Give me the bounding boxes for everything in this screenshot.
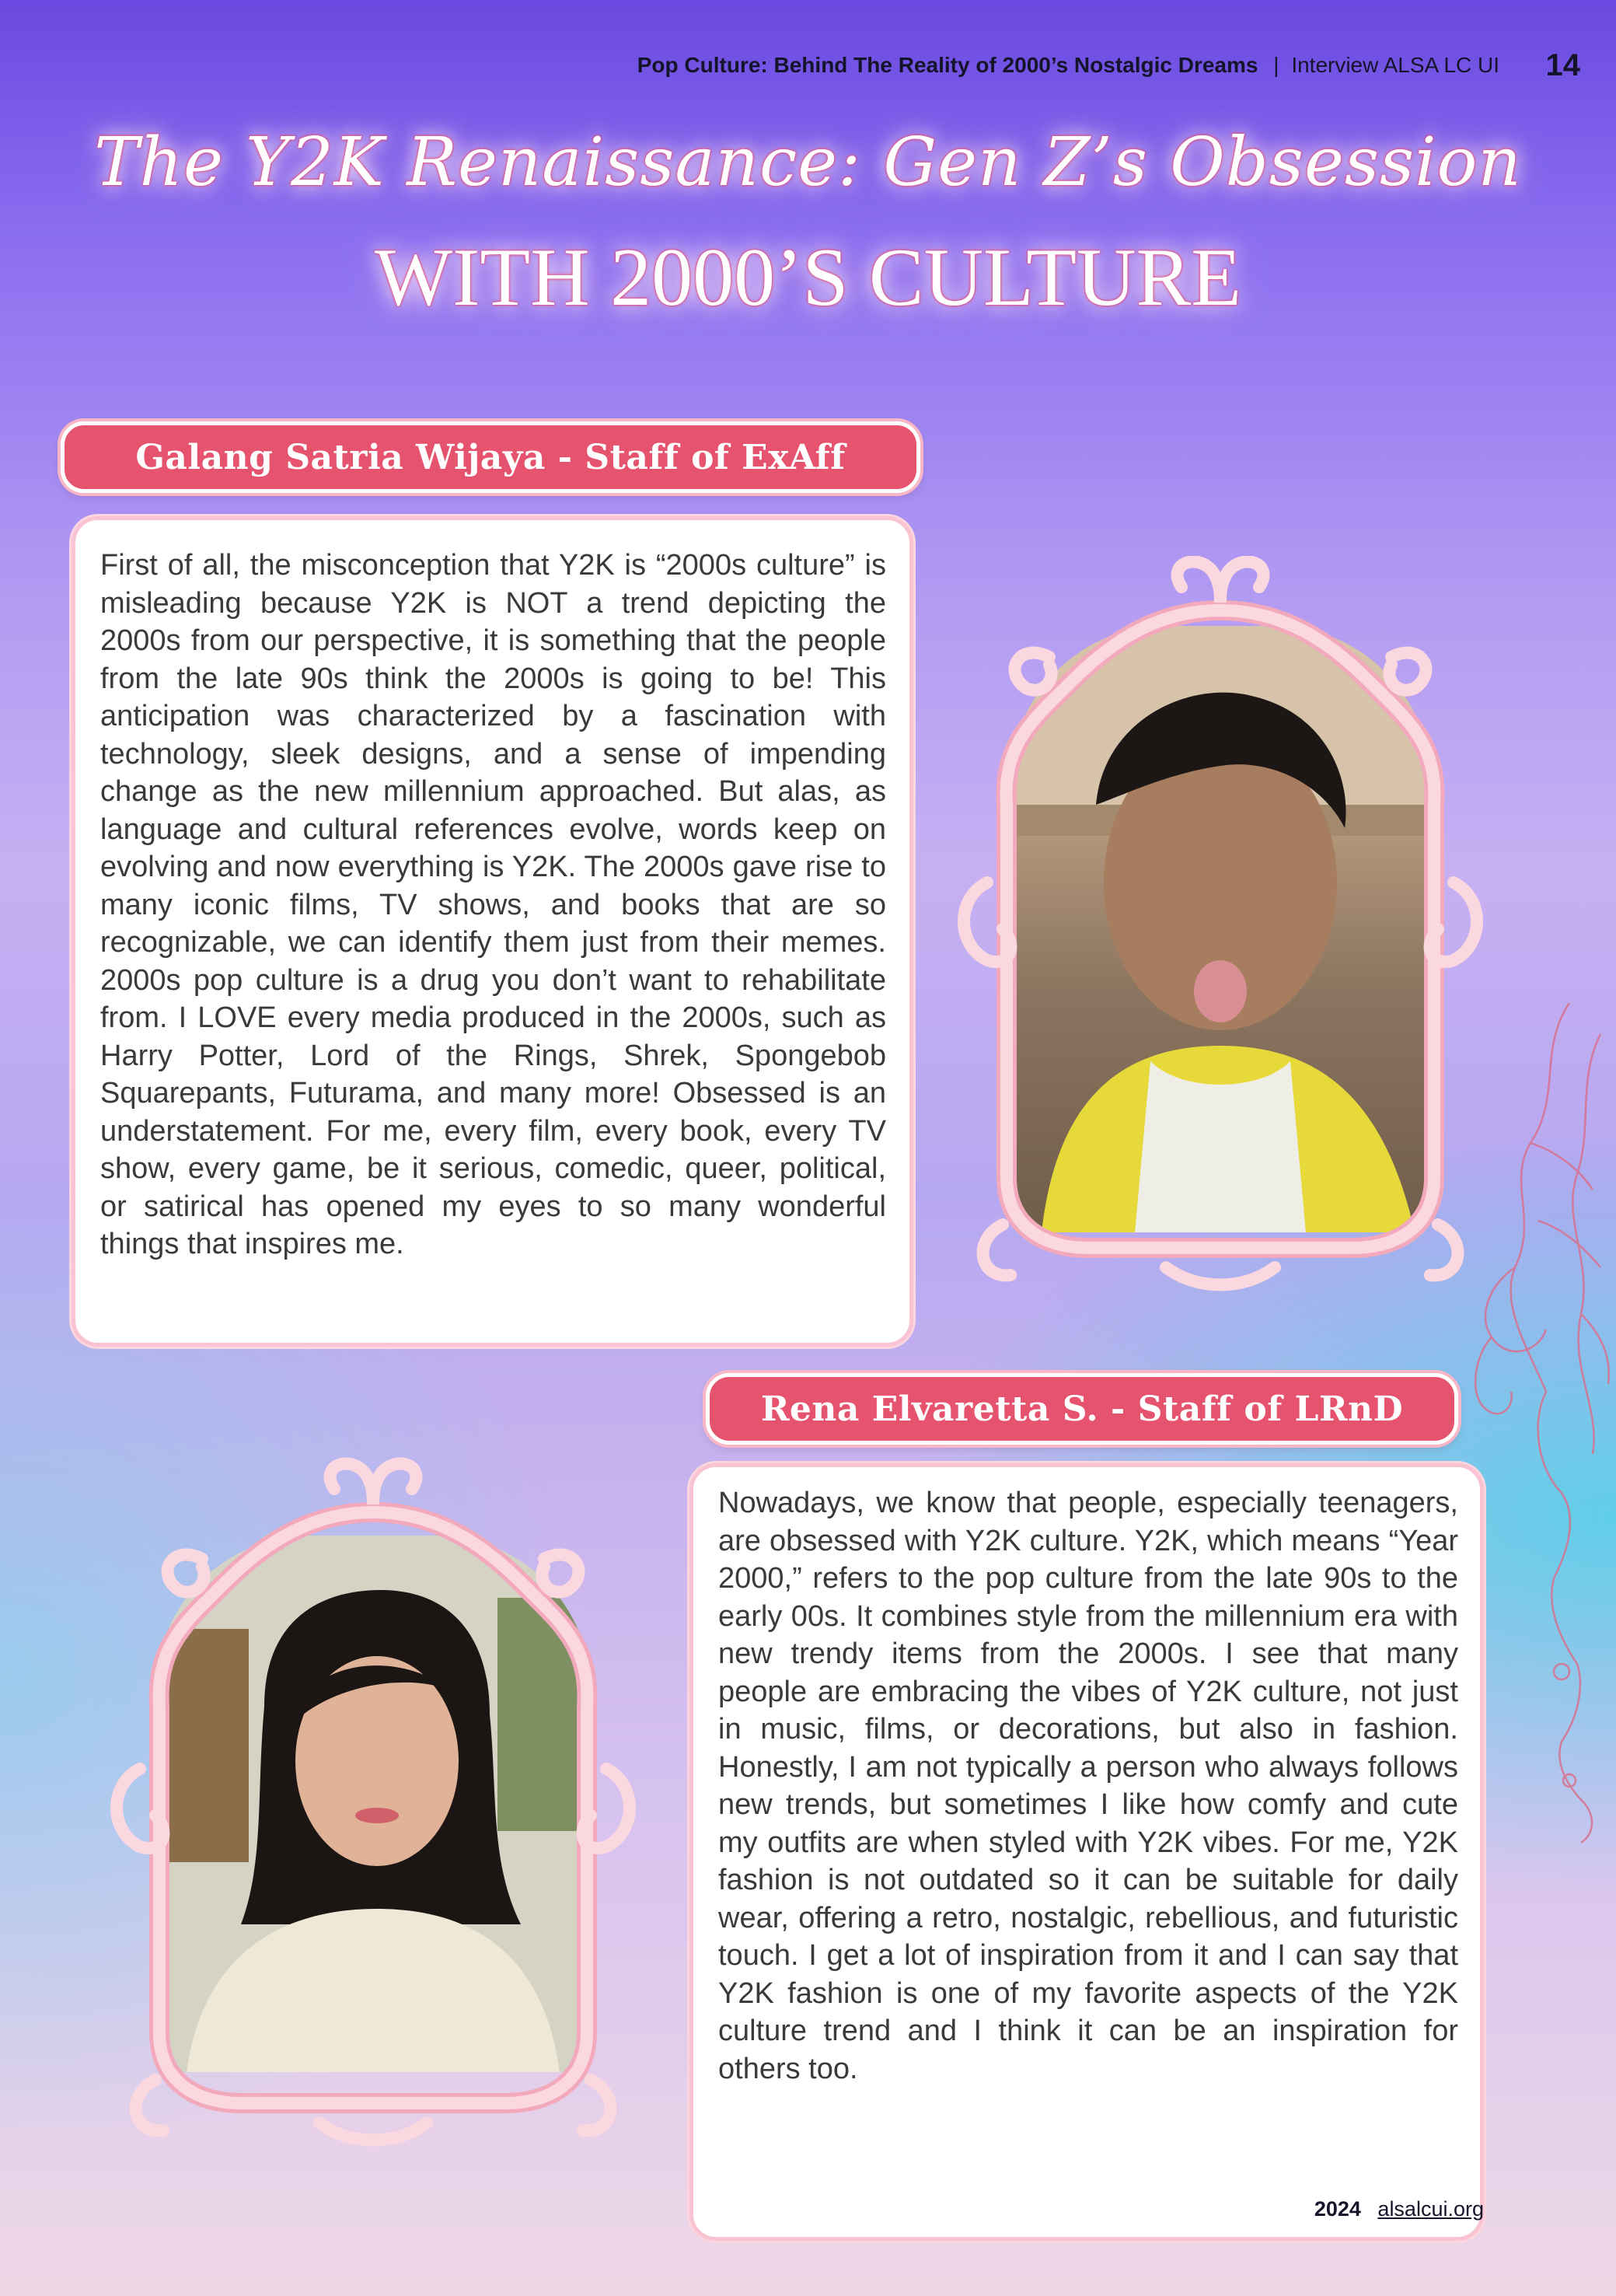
ornate-frame-icon <box>101 1442 645 2158</box>
page-number: 14 <box>1545 48 1580 82</box>
page-footer <box>1314 2197 1484 2221</box>
portrait-frame <box>933 556 1508 1302</box>
interview-answer-box <box>72 516 913 1347</box>
page-title <box>0 124 1616 323</box>
portrait-frame <box>101 1442 645 2158</box>
section-label: Interview ALSA LC UI <box>1291 53 1499 77</box>
running-title: Pop Culture: Behind The Reality of 2000’s Nostalgic Dreams <box>637 53 1258 77</box>
interview-answer-text: First of all, the misconception that Y2K is “2000s culture” is misleading because Y2K is NOT a trend depicting the 2000s from our perspective, it is something that the people from the late 90s think the 2000s is going to be! This anticipation was characterized by a fascination with technology, sleek designs, and a sense of impending change as the new millennium approached. But alas, as language and cultural references evolve, words keep on evolving and now everything is Y2K. The 2000s gave rise to many iconic films, TV shows, and books that are so recognizable, we can identify them just from their memes. 2000s pop culture is a drug you don’t want to rehabilitate from. I LOVE every media produced in the 2000s, such as Harry Potter, Lord of the Rings, Shrek, Spongebob Squarepants, Futurama, and many more! Obsessed is an understatement. For me, every film, every book, every TV show, every game, be it serious, comedic, queer, political, or satirical has opened my eyes to so many wonderful things that inspires me. <box>100 549 886 1260</box>
interviewee-name-label: Galang Satria Wijaya - Staff of ExAff <box>61 421 920 493</box>
interview-answer-text: Nowadays, we know that people, especially teenagers, are obsessed with Y2K culture. Y2K, which means “Year 2000,” refers to the pop culture from the late 90s to the early 00s. It combines style from the millennium era with new trendy items from the 2000s. I see that many people are embracing the vibes of Y2K culture, not just in music, films, or decorations, but also in fashion. Honestly, I am not typically a person who always follows new trends, but sometimes I like how comfy and cute my outfits are when styled with Y2K vibes. For me, Y2K fashion is not outdated so it can be suitable for daily wear, offering a retro, nostalgic, rebellious, and futuristic touch. I get a lot of inspiration from it and I can say that Y2K fashion is one of my favorite aspects of the Y2K culture trend and I think it can be an inspiration for others too. <box>718 1487 1458 2085</box>
interview-answer-box <box>689 1463 1484 2241</box>
website-link[interactable]: alsalcui.org <box>1377 2197 1484 2221</box>
footer-year: 2024 <box>1314 2197 1361 2221</box>
title-line-1: The Y2K Renaissance: Gen Z’s Obsession <box>94 124 1522 201</box>
header-separator: | <box>1273 53 1279 77</box>
title-line-2: WITH 2000’S CULTURE <box>375 231 1241 323</box>
interviewee-name-label: Rena Elvaretta S. - Staff of LRnD <box>706 1373 1458 1445</box>
running-header <box>637 53 1499 78</box>
ornate-frame-icon <box>933 556 1508 1302</box>
